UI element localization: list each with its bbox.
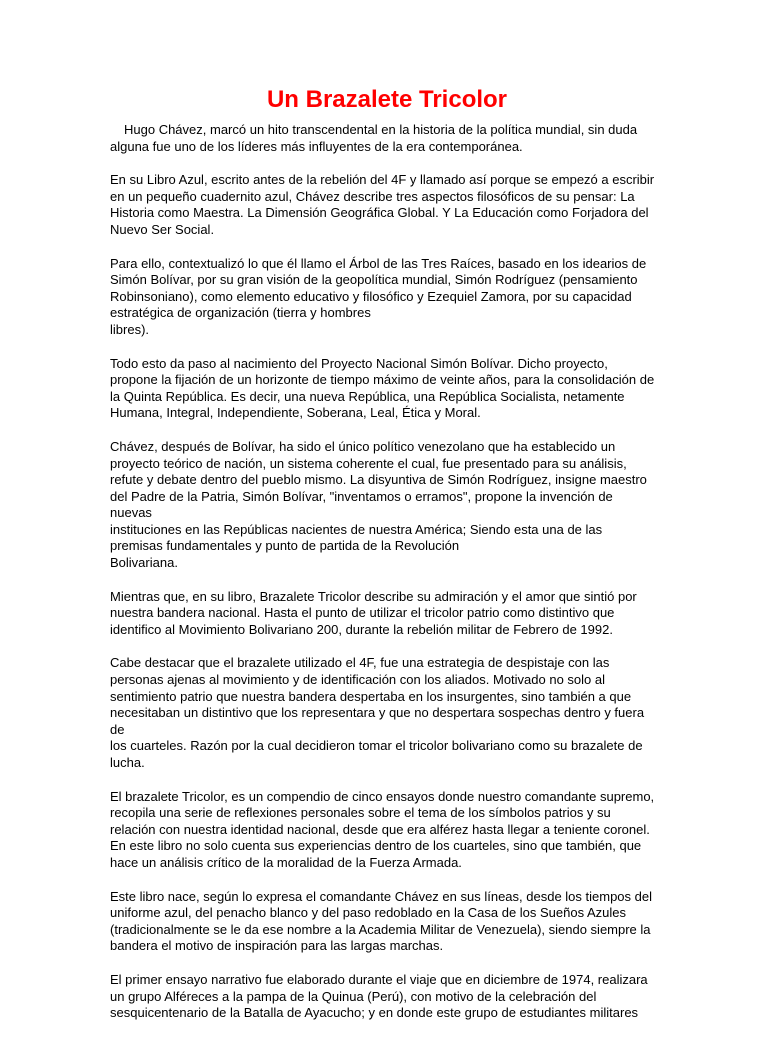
paragraph: Mientras que, en su libro, Brazalete Tricolor describe su admiración y el amor que sintió por nuestra bandera nacional. Hasta el punto de utilizar el tricolor patrio como distintivo que identifico al Movimiento Bolivariano 200, durante la rebelión militar de Febrero de 1992. bbox=[110, 588, 637, 637]
paragraph: El primer ensayo narrativo fue elaborado durante el viaje que en diciembre de 1974, realizara un grupo Alféreces a la pampa de la Quinua (Perú), con motivo de la celebración del sesquicentenario de la Batalla de Ayacucho; y en donde este grupo de estudiantes militares bbox=[110, 971, 648, 1021]
paragraph: Para ello, contextualizó lo que él llamo el Árbol de las Tres Raíces, basado en los idearios de Simón Bolívar, por su gran visión de la geopolítica mundial, Simón Rodríguez (pensamiento Robinsoniano), como elemento educativo y filosófico y Ezequiel Zamora, por su capacidad estratégica de organización (tierra y hombres libres). bbox=[110, 255, 647, 337]
paragraph bbox=[110, 122, 658, 155]
document-title: Un Brazalete Tricolor bbox=[266, 86, 508, 113]
paragraph: Cabe destacar que el brazalete utilizado el 4F, fue una estrategia de despistaje con las personas ajenas al movimiento y de identificación con los aliados. Motivado no solo al sentimiento patrio que nuestra bandera despertaba en los insurgentes, sino también a que necesitaban un distintivo que los representara y que no despertara sospechas dentro y fuera de los cuarteles. Razón por la cual decidieron tomar el tricolor bolivariano como su brazalete de lucha. bbox=[110, 655, 645, 770]
document-page bbox=[110, 84, 658, 1039]
paragraph: Todo esto da paso al nacimiento del Proyecto Nacional Simón Bolívar. Dicho proyecto, propone la fijación de un horizonte de tiempo máximo de veinte años, para la consolidación de la Quinta República. Es decir, una nueva República, una República Socialista, netamente Humana, Integral, Independiente, Soberana, Leal, Ética y Moral. bbox=[110, 355, 655, 421]
paragraph: Chávez, después de Bolívar, ha sido el único político venezolano que ha establecido un proyecto teórico de nación, un sistema coherente el cual, fue presentado para su análisis, refute y debate dentro del pueblo mismo. La disyuntiva de Simón Rodríguez, insigne maestro del Padre de la Patria, Simón Bolívar, "inventamos o erramos", propone la invención de nuevas instituciones en las Repúblicas nacientes de nuestra América; Siendo esta una de las premisas fundamentales y punto de partida de la Revolución Bolivariana. bbox=[110, 438, 647, 571]
paragraph: Este libro nace, según lo expresa el comandante Chávez en sus líneas, desde los tiempos del uniforme azul, del penacho blanco y del paso redoblado en la Casa de los Sueños Azules (tradicionalmente se le da ese nombre a la Academia Militar de Venezuela), siendo siempre la bandera el motivo de inspiración para las largas marchas. bbox=[110, 888, 652, 954]
paragraph: En su Libro Azul, escrito antes de la rebelión del 4F y llamado así porque se empezó a escribir en un pequeño cuadernito azul, Chávez describe tres aspectos filosóficos de su pensar: La Historia como Maestra. La Dimensión Geográfica Global. Y La Educación como Forjadora del Nuevo Ser Social. bbox=[110, 172, 655, 237]
paragraph: El brazalete Tricolor, es un compendio de cinco ensayos donde nuestro comandante supremo, recopila una serie de reflexiones personales sobre el tema de los símbolos patrios y su relación con nuestra identidad nacional, desde que era alférez hasta llegar a teniente coronel. En este libro no solo cuenta sus experiencias dentro de los cuarteles, sino que también, que hace un análisis crítico de la moralidad de la Fuerza Armada. bbox=[110, 788, 655, 870]
paragraph-text: Hugo Chávez, marcó un hito transcendental en la historia de la política mundial, sin duda alguna fue uno de los líderes más influyentes de la era contemporánea. bbox=[110, 122, 638, 154]
